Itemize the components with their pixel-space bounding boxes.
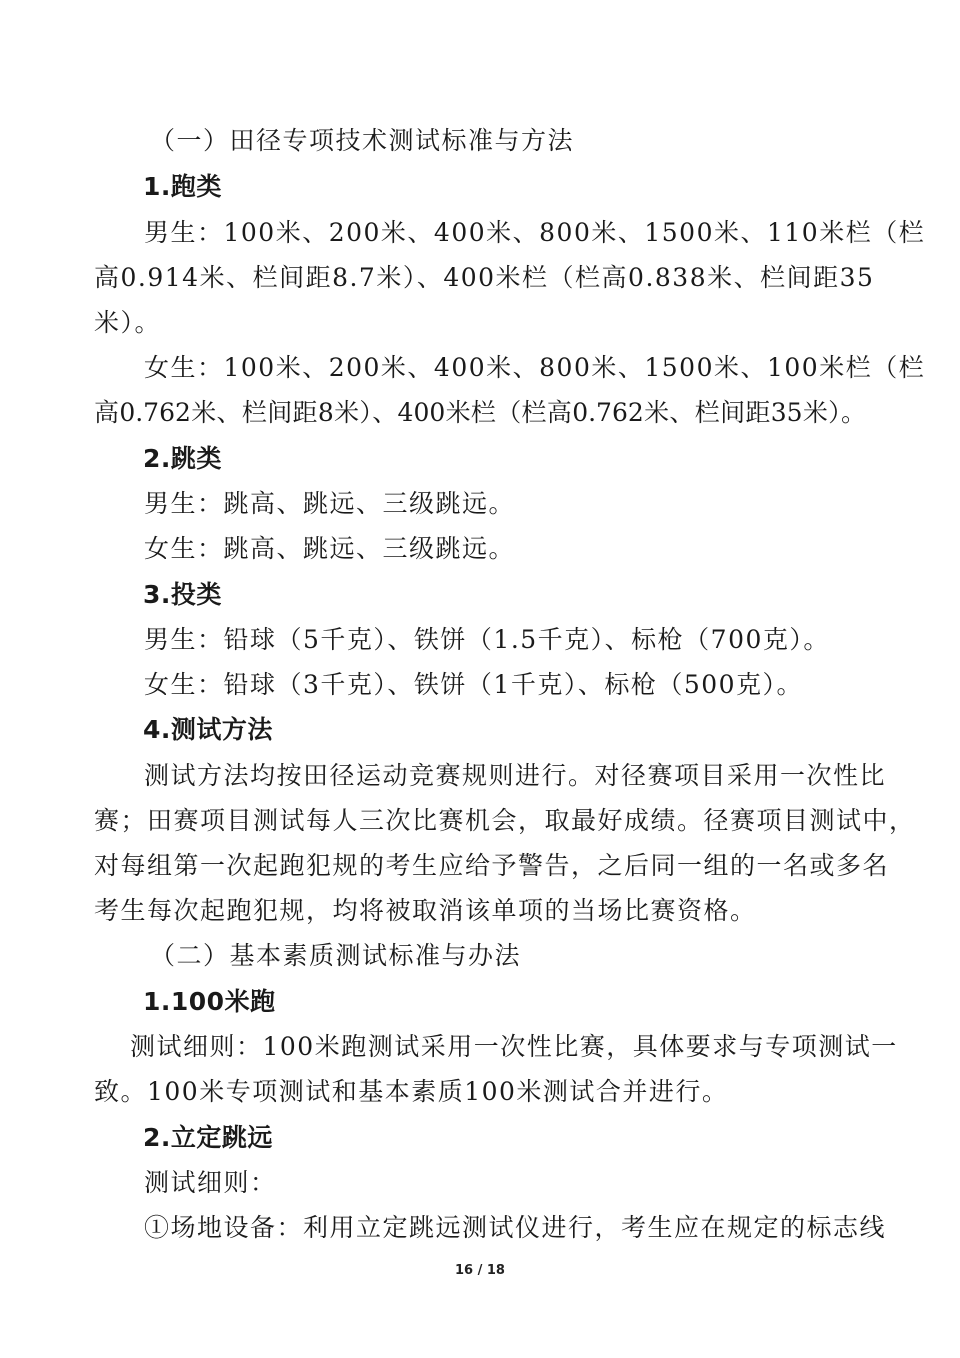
paragraph-line: 对每组第一次起跑犯规的考生应给予警告，之后同一组的一名或多名: [94, 851, 890, 880]
paragraph-line: ①场地设备：利用立定跳远测试仪进行，考生应在规定的标志线: [144, 1213, 887, 1242]
paragraph-line: 致。100米专项测试和基本素质100米测试合并进行。: [94, 1077, 729, 1106]
paragraph-line: 男生：100米、200米、400米、800米、1500米、110米栏（栏: [144, 218, 926, 247]
section-title-basic-quality: （二）基本素质测试标准与办法: [150, 941, 522, 970]
paragraph-line: 测试细则：100米跑测试采用一次性比赛，具体要求与专项测试一: [130, 1032, 898, 1061]
paragraph-line: 测试细则：: [144, 1168, 277, 1197]
paragraph-line: 赛；田赛项目测试每人三次比赛机会，取最好成绩。径赛项目测试中，: [94, 806, 916, 835]
heading-jumping: 2.跳类: [143, 444, 222, 473]
paragraph-line: 考生每次起跑犯规，均将被取消该单项的当场比赛资格。: [94, 896, 757, 925]
heading-100m-run: 1.100米跑: [143, 987, 276, 1016]
paragraph-line: 米）。: [94, 308, 162, 337]
paragraph-line: 男生：铅球（5千克）、铁饼（1.5千克）、标枪（700克）。: [144, 625, 830, 654]
paragraph-line: 测试方法均按田径运动竞赛规则进行。对径赛项目采用一次性比: [144, 761, 887, 790]
paragraph-line: 高0.762米、栏间距8米）、400米栏（栏高0.762米、栏间距35米）。: [94, 398, 866, 427]
section-title-track-field: （一）田径专项技术测试标准与方法: [150, 126, 575, 155]
heading-standing-long-jump: 2.立定跳远: [143, 1123, 273, 1152]
heading-test-method: 4.测试方法: [143, 715, 273, 744]
page-number: 16 / 18: [455, 1263, 505, 1278]
paragraph-line: 女生：100米、200米、400米、800米、1500米、100米栏（栏: [144, 353, 926, 382]
heading-throwing: 3.投类: [143, 580, 222, 609]
paragraph-line: 女生：跳高、跳远、三级跳远。: [144, 534, 516, 563]
paragraph-line: 高0.914米、栏间距8.7米）、400米栏（栏高0.838米、栏间距35: [94, 263, 875, 292]
paragraph-line: 男生：跳高、跳远、三级跳远。: [144, 489, 516, 518]
heading-running: 1.跑类: [143, 172, 222, 201]
paragraph-line: 女生：铅球（3千克）、铁饼（1千克）、标枪（500克）。: [144, 670, 804, 699]
